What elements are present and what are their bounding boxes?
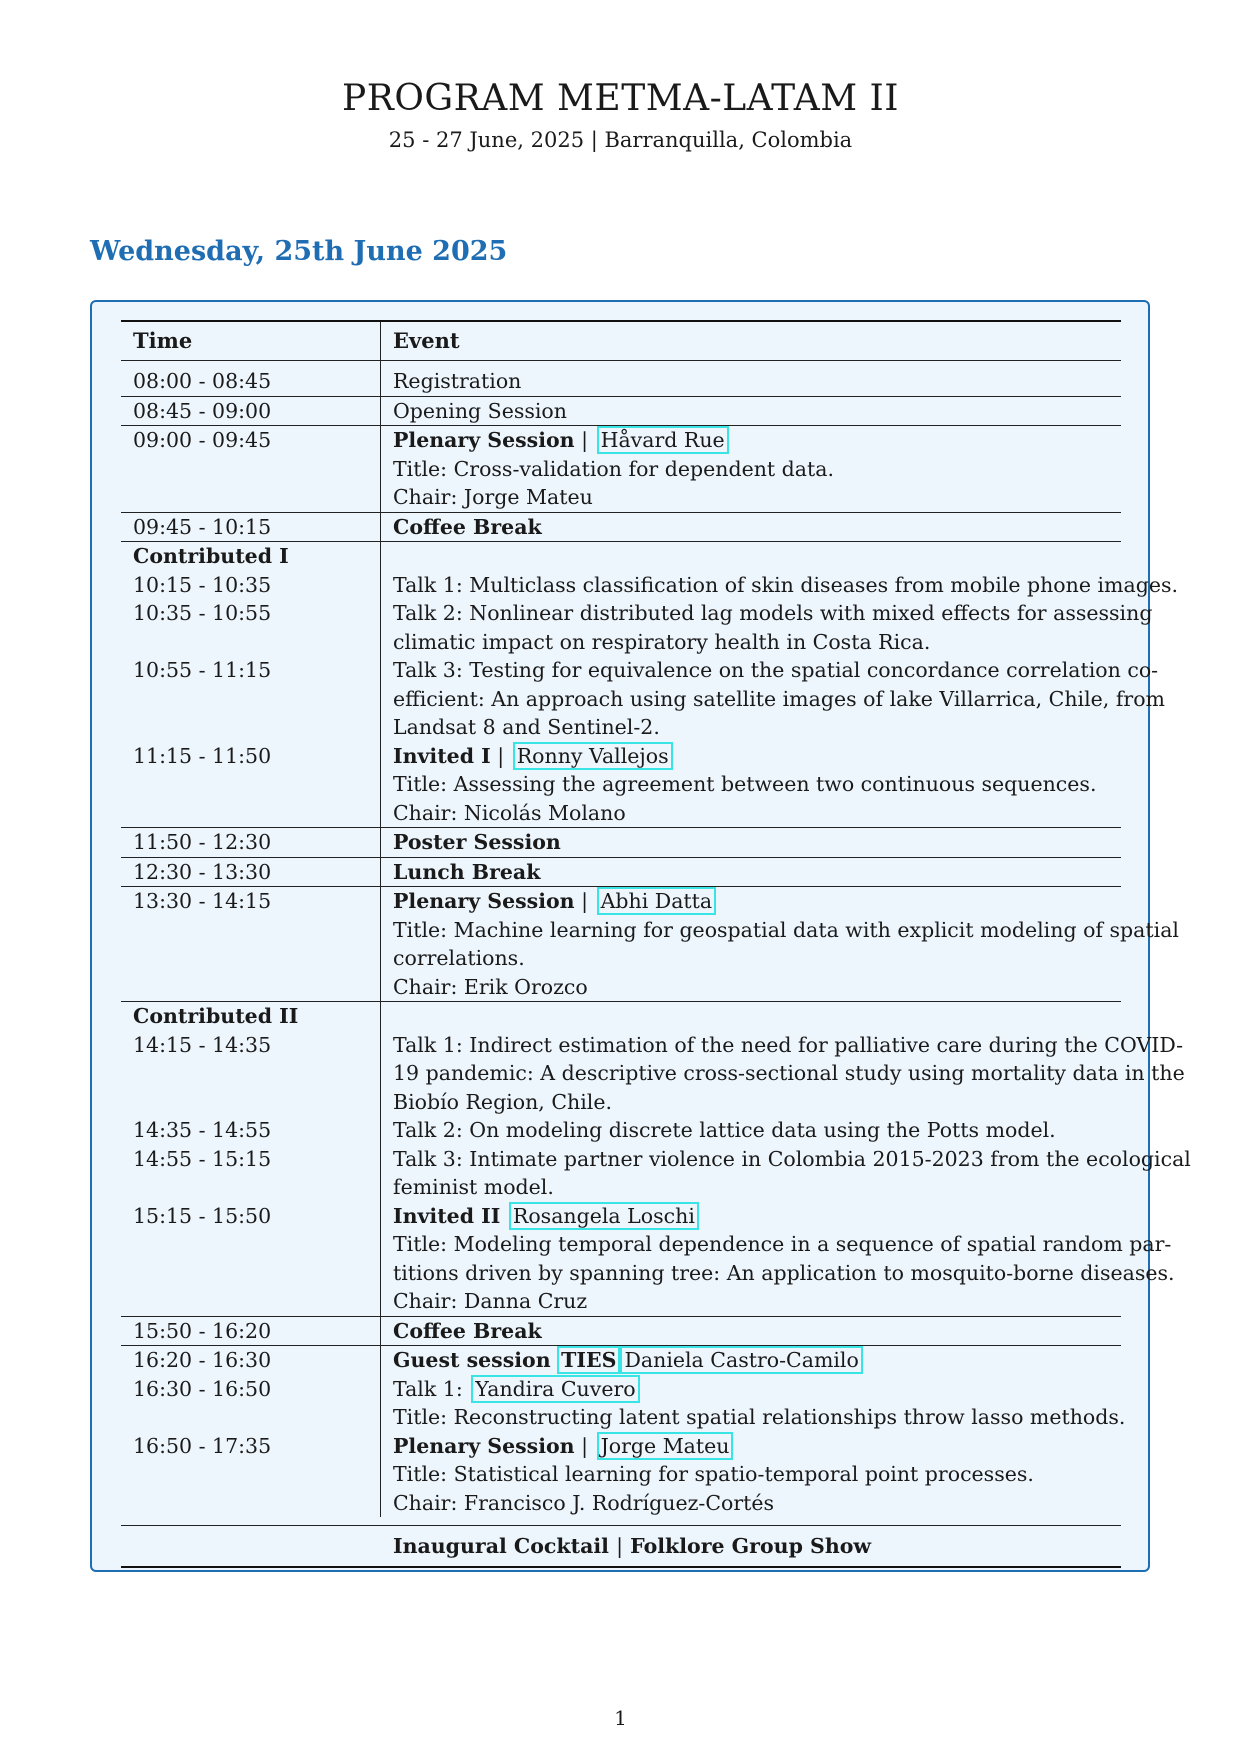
talk: Talk 1: Indirect estimation of the need for palliative care during the COVID- [393,1032,1184,1057]
row-event: Coffee Break [393,514,542,539]
chair: Chair: Danna Cruz [393,1289,588,1313]
schedule-box [90,300,1191,1572]
talk: Talk 2: Nonlinear distributed lag models with mixed effects for assessing [393,601,1153,625]
chair: Chair: Erik Orozco [393,974,588,999]
session-label: Plenary Session [393,1433,575,1458]
talk-title: Title: Reconstructing latent spatial relationships throw lasso methods. [393,1405,1126,1429]
table-row [121,1316,1121,1346]
table-row [121,1345,1126,1517]
session-label: Invited I [393,743,491,768]
talk: efficient: An approach using satellite images of lake Villarrica, Chile, from [393,686,1165,711]
talk-title: Title: Assessing the agreement between two continuous sequences. [393,772,1097,796]
row-time: 13:30 - 14:15 [133,889,272,913]
row-event: Registration [393,369,522,393]
event-header: Event [393,328,460,353]
day-heading: Wednesday, 25th June 2025 [90,236,508,267]
talk-label: Talk 1: [393,1376,463,1401]
speaker-link[interactable]: Yandira Cuvero [471,1375,639,1403]
talk-title: Title: Machine learning for geospatial data with explicit modeling of spatial [393,917,1179,942]
speaker-link[interactable]: Rosangela Loschi [509,1202,699,1230]
speaker-link[interactable]: Jorge Mateu [597,1432,734,1460]
table-row [121,512,1121,542]
talk: 19 pandemic: A descriptive cross-sectional study using mortality data in the [393,1061,1185,1085]
closing-event: Folklore Group Show [630,1534,872,1558]
chair: Chair: Jorge Mateu [393,485,593,509]
row-time: 09:45 - 10:15 [133,514,272,539]
row-time: 09:00 - 09:45 [133,428,272,452]
speaker-link[interactable]: Håvard Rue [597,426,729,454]
talk-title: Title: Modeling temporal dependence in a sequence of spatial random par- [393,1232,1172,1256]
table-row [121,857,1121,887]
row-time: 16:30 - 16:50 [133,1376,272,1401]
chair: Chair: Francisco J. Rodríguez-Cortés [393,1490,775,1515]
row-time: 11:15 - 11:50 [133,743,272,768]
talk-title: Title: Statistical learning for spatio-temporal point processes. [393,1462,1034,1486]
block-label: Contributed I [133,544,289,568]
row-event: Poster Session [393,830,561,854]
row-time: 10:35 - 10:55 [133,601,272,625]
row-time: 11:50 - 12:30 [133,830,272,854]
speaker-link[interactable]: Daniela Castro-Camilo [620,1346,862,1374]
session-label: Guest session [393,1348,551,1372]
table-header [121,322,1121,361]
talk: Biobío Region, Chile. [393,1089,612,1114]
talk: Talk 3: Testing for equivalence on the spatial concordance correlation co- [393,658,1159,682]
row-time: 14:15 - 14:35 [133,1032,272,1057]
row-event: Coffee Break [393,1318,542,1343]
row-time: 12:30 - 13:30 [133,859,272,884]
speaker-link[interactable]: Abhi Datta [597,887,717,915]
row-event: Lunch Break [393,859,541,884]
page-number: 1 [614,1706,627,1730]
talk: Talk 2: On modeling discrete lattice data using the Potts model. [393,1118,1056,1142]
separator: | [581,1433,589,1458]
table-row [121,827,1121,857]
separator: | [581,889,589,913]
row-time: 14:55 - 15:15 [133,1146,272,1171]
table-row [121,1001,1191,1316]
ties-link[interactable]: TIES [557,1346,620,1374]
talk: Talk 1: Multiclass classification of skin diseases from mobile phone images. [393,572,1178,597]
closing-row [121,1525,1121,1566]
document-title: PROGRAM METMA-LATAM II [342,78,899,119]
table-row [121,425,1121,512]
separator: | [616,1534,623,1558]
schedule-table [121,320,1191,1568]
row-event: Opening Session [393,398,567,423]
row-time: 10:55 - 11:15 [133,658,272,682]
table-row [121,541,1178,827]
talk: feminist model. [393,1175,554,1199]
chair: Chair: Nicolás Molano [393,800,626,825]
time-header: Time [121,322,381,360]
row-time: 16:20 - 16:30 [133,1348,272,1372]
talk: Landsat 8 and Sentinel-2. [393,715,660,739]
talk-title: titions driven by spanning tree: An application to mosquito-borne diseases. [393,1260,1175,1285]
speaker-link[interactable]: Ronny Vallejos [513,742,673,770]
row-time: 14:35 - 14:55 [133,1118,272,1142]
closing-event: Inaugural Cocktail [393,1534,609,1558]
row-time: 15:50 - 16:20 [133,1318,272,1343]
separator: | [497,743,505,768]
session-label: Invited II [393,1203,501,1228]
row-time: 10:15 - 10:35 [133,572,272,597]
table-row [121,361,1121,396]
row-time: 08:00 - 08:45 [133,369,272,393]
row-time: 08:45 - 09:00 [133,398,272,423]
table-row [121,396,1121,426]
separator: | [581,428,589,452]
table-row [121,886,1179,1001]
document-subtitle: 25 - 27 June, 2025 | Barranquilla, Colombia [388,128,853,152]
block-label: Contributed II [133,1004,299,1028]
session-label: Plenary Session [393,889,575,913]
row-time: 15:15 - 15:50 [133,1203,272,1228]
talk-title: correlations. [393,946,525,970]
talk: Talk 3: Intimate partner violence in Colombia 2015-2023 from the ecological [393,1146,1191,1171]
session-label: Plenary Session [393,428,575,452]
talk: climatic impact on respiratory health in Costa Rica. [393,629,931,654]
row-time: 16:50 - 17:35 [133,1433,272,1458]
talk-title: Title: Cross-validation for dependent data. [393,456,834,481]
